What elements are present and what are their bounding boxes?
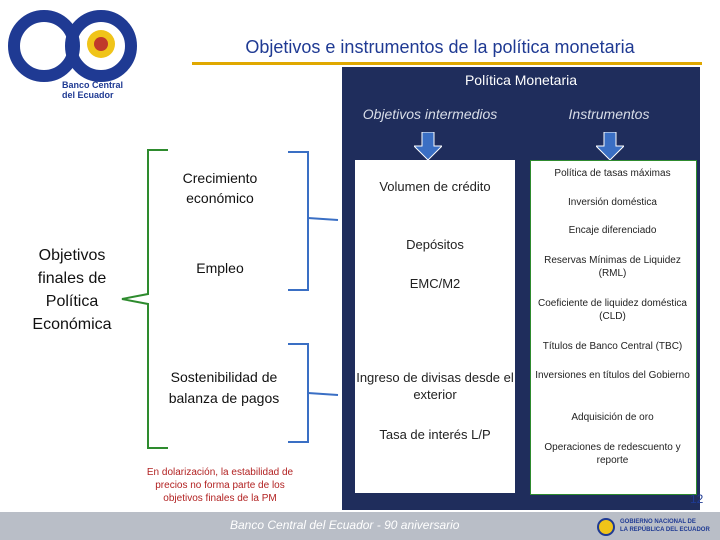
instrument-item: Inversión doméstica [568, 197, 657, 208]
intermediate-item: Tasa de interés L/P [379, 427, 491, 442]
instrument-item: Coeficiente de liquidez doméstica (CLD) [538, 298, 687, 322]
right-brackets [286, 150, 342, 450]
column-heading-instruments: Instrumentos [568, 106, 650, 122]
footer-caption: Banco Central del Ecuador - 90 aniversario [230, 518, 460, 532]
page-title: Objetivos e instrumentos de la política monetaria [245, 37, 635, 57]
instrument-item: Política de tasas máximas [554, 168, 671, 179]
intermediate-objectives-box [355, 160, 515, 493]
instrument-item: Adquisición de oro [571, 412, 654, 423]
down-arrow-icon [414, 132, 442, 160]
logo-line2: del Ecuador [62, 90, 114, 100]
instrument-item: Operaciones de redescuento y reporte [544, 442, 681, 466]
instrument-item: Reservas Mínimas de Liquidez (RML) [544, 255, 681, 279]
goal-employment: Empleo [196, 260, 244, 276]
intermediate-item: EMC/M2 [409, 276, 461, 291]
intermediate-item: Depósitos [406, 237, 464, 252]
logo-line1: Banco Central [62, 80, 124, 90]
final-objectives-label: Objetivos finales de Política Económica [32, 247, 112, 333]
intermediate-item: Ingreso de divisas desde el exterior [356, 370, 514, 402]
shield-icon [596, 517, 616, 537]
column-heading-intermediate: Objetivos intermedios [362, 106, 498, 122]
gov-line1: GOBIERNO NACIONAL DE [620, 519, 696, 525]
goal-balance-of-payments: Sostenibilidad de balanza de pagos [168, 369, 280, 406]
down-arrow-icon [596, 132, 624, 160]
instrument-item: Inversiones en títulos del Gobierno [535, 370, 690, 381]
gov-line2: LA REPÚBLICA DEL ECUADOR [620, 527, 710, 533]
government-emblem [596, 516, 716, 538]
goal-growth: Crecimiento económico [182, 170, 258, 206]
instrument-item: Encaje diferenciado [568, 225, 657, 236]
page-number: 12 [690, 492, 704, 506]
dollarization-note: En dolarización, la estabilidad de precios no forma parte de los objetivos finales de la PM [146, 467, 294, 504]
instrument-item: Títulos de Banco Central (TBC) [542, 341, 683, 352]
bce-90-logo [6, 8, 156, 104]
title-underline [192, 62, 702, 65]
intermediate-item: Volumen de crédito [379, 179, 491, 194]
panel-heading: Política Monetaria [464, 72, 578, 88]
